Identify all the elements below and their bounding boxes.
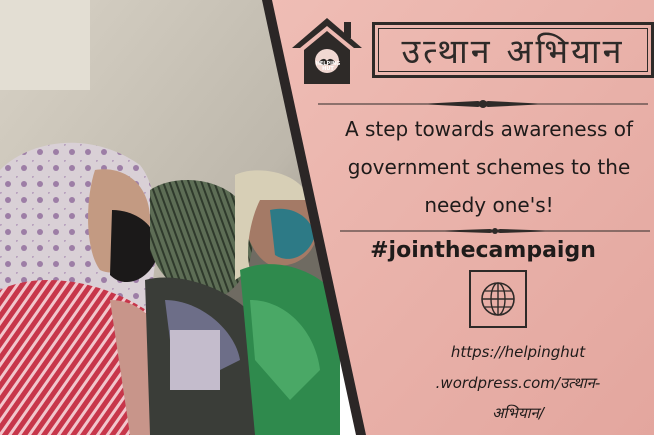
house-logo-icon bbox=[288, 14, 366, 86]
website-url-line[interactable]: .wordpress.com/उत्थान- bbox=[435, 374, 601, 392]
tagline-line: needy one's! bbox=[424, 193, 554, 217]
ornament-divider-bottom bbox=[340, 226, 650, 236]
website-link-button[interactable] bbox=[469, 270, 527, 328]
tagline bbox=[318, 110, 660, 224]
campaign-hashtag: #jointhecampaign bbox=[370, 238, 596, 263]
tagline-line: A step towards awareness of bbox=[344, 117, 634, 141]
campaign-title-box bbox=[372, 22, 654, 78]
website-url-line[interactable]: https://helpinghut bbox=[450, 343, 586, 361]
globe-icon bbox=[479, 280, 517, 318]
website-url-line[interactable]: अभियान/ bbox=[492, 404, 544, 422]
tagline-line: government schemes to the bbox=[347, 155, 631, 179]
campaign-title: उत्थान अभियान bbox=[401, 32, 625, 72]
ornament-divider-top bbox=[318, 99, 648, 109]
logo-caption: HELPING HUT bbox=[315, 61, 341, 72]
